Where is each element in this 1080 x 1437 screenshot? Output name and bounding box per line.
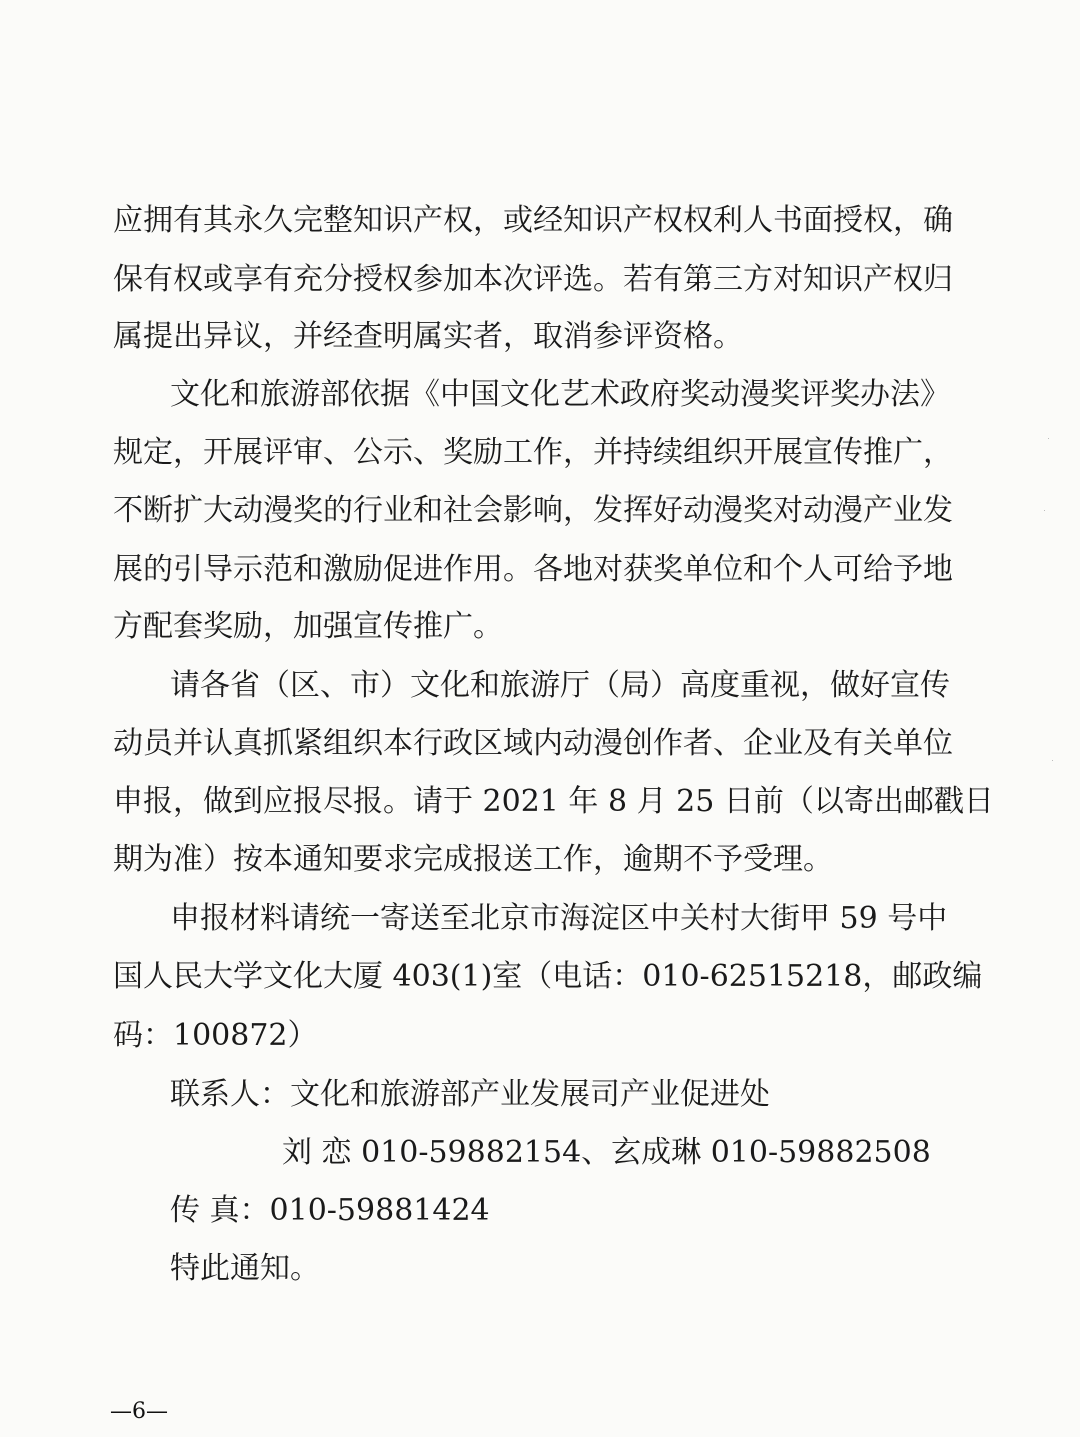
text-line: 国人民大学文化大厦 403(1)室（电话：010-62515218，邮政编 xyxy=(113,959,983,994)
closing-line: 特此通知。 xyxy=(170,1251,320,1286)
text-line: 文化和旅游部依据《中国文化艺术政府奖动漫奖评奖办法》 xyxy=(170,377,950,412)
text-line: 展的引导示范和激励促进作用。各地对获奖单位和个人可给予地 xyxy=(113,552,953,587)
text-line: 应拥有其永久完整知识产权，或经知识产权权利人书面授权，确 xyxy=(113,203,953,238)
scan-speck xyxy=(1044,510,1045,511)
text-line: 不断扩大动漫奖的行业和社会影响，发挥好动漫奖对动漫产业发 xyxy=(113,493,953,528)
text-line: 申报材料请统一寄送至北京市海淀区中关村大街甲 59 号中 xyxy=(170,901,948,936)
text-line: 方配套奖励，加强宣传推广。 xyxy=(113,609,503,644)
page-number: —6— xyxy=(110,1399,168,1424)
scan-speck xyxy=(1048,438,1049,439)
text-line: 动员并认真抓紧组织本行政区域内动漫创作者、企业及有关单位 xyxy=(113,726,953,761)
text-line: 规定，开展评审、公示、奖励工作，并持续组织开展宣传推广， xyxy=(113,435,953,470)
text-line: 申报，做到应报尽报。请于 2021 年 8 月 25 日前（以寄出邮戳日 xyxy=(113,784,994,819)
text-line: 保有权或享有充分授权参加本次评选。若有第三方对知识产权归 xyxy=(113,262,953,297)
text-line: 属提出异议，并经查明属实者，取消参评资格。 xyxy=(113,319,743,354)
scan-speck xyxy=(1052,760,1053,761)
text-line: 请各省（区、市）文化和旅游厅（局）高度重视，做好宣传 xyxy=(170,668,950,703)
fax-line: 传 真：010-59881424 xyxy=(170,1193,490,1228)
contact-phone-line: 刘 恋 010-59882154、玄成琳 010-59882508 xyxy=(282,1135,931,1170)
contact-person-line: 联系人：文化和旅游部产业发展司产业促进处 xyxy=(170,1077,770,1112)
text-line: 码：100872） xyxy=(113,1018,318,1053)
text-line: 期为准）按本通知要求完成报送工作，逾期不予受理。 xyxy=(113,842,833,877)
